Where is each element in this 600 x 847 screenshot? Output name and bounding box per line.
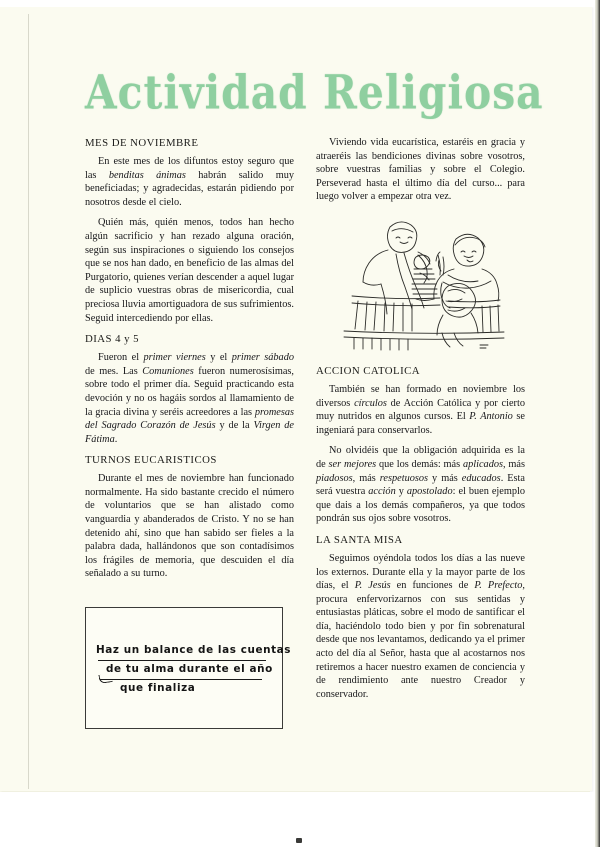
paragraph: Seguimos oyéndola todos los días a las nueve los externos. Durante ella y la mayor parte de los días, el P. Jesús en funciones de P. Prefecto, procura enfervorizarnos con sus sentidas y entusiastas pláticas, sobre el modo de santificar el día, haciéndolo todo bien y por fin sobrenatural desde que nos levantamos, dedicando ya el primer acto del día al Señor, hasta que al acostarnos nos retiremos a hacer nuestro examen de conciencia y de rendimiento ante nuestro Creador y conservador. xyxy=(316,552,525,700)
paragraph: También se han formado en noviembre los diversos círculos de Acción Católica y por cierto muy nutridos en algunos cursos. El P. Antonio se ingeniará para conservarlos. xyxy=(316,383,525,436)
communion-illustration xyxy=(330,211,513,354)
right-column xyxy=(316,136,525,729)
callout-underline-1 xyxy=(98,660,266,661)
page-content xyxy=(85,64,544,766)
callout-line-3: que finaliza xyxy=(120,682,196,695)
section-heading-mes-de-noviembre: MES DE NOVIEMBRE xyxy=(85,137,199,149)
callout-line-1: Haz un balance de las cuentas xyxy=(96,644,292,657)
paragraph: En este mes de los difuntos estoy seguro que las benditas ánimas habrán salido muy beneficiadas; y agradecidas, estarán pidiendo por nosotros desde el cielo. xyxy=(85,156,294,208)
callout-box xyxy=(85,607,292,729)
section-heading-turnos-eucaristicos: TURNOS EUCARISTICOS xyxy=(85,454,217,467)
paragraph: No olvidéis que la obligación adquirida es la de ser mejores que los demás: más aplicados, más piadosos, más respetuosos y más educados. Esta será vuestra acción y apostolado: el buen ejemplo que dais a los demás compañeros, ya que todos pondrán sus ojos sobre vosotros. xyxy=(316,445,526,525)
masthead xyxy=(85,64,544,121)
two-column-layout xyxy=(85,136,525,729)
page-title: Actividad Religiosa xyxy=(85,64,544,121)
left-column xyxy=(85,136,294,729)
callout-text-block xyxy=(86,641,292,698)
scan-right-edge-shadow xyxy=(595,0,600,847)
communion-line-drawing-icon xyxy=(330,211,513,354)
scan-top-margin xyxy=(0,0,595,7)
section-heading-la-santa-misa: LA SANTA MISA xyxy=(316,533,403,546)
paragraph: Fueron el primer viernes y el primer sábado de mes. Las Comuniones fueron numerosísimas, sobre todo el primer día. Seguid practicando esta devoción y no os hagáis sordos al llamamiento de la gracia divina y seréis acreedores a las promesas del Sagrado Corazón de Jesús y de la Virgen de Fátima. xyxy=(85,352,294,445)
callout-underline-2 xyxy=(100,679,262,680)
section-heading-dias-4-y-5: DIAS 4 y 5 xyxy=(85,333,139,346)
callout-line-2: de tu alma durante el año xyxy=(106,663,273,676)
scan-artifact-speck xyxy=(296,838,302,843)
section-heading-accion-catolica: ACCION CATOLICA xyxy=(316,364,421,377)
paragraph: Viviendo vida eucarística, estaréis en gracia y atraeréis las bendiciones divinas sobre vosotros, sobre vuestras familias y sobre el Colegio. Perseverad hasta el último día del curso... para luego volver a empezar otra vez. xyxy=(316,137,525,203)
paragraph: Quién más, quién menos, todos han hecho algún sacrificio y han rezado alguna oración, según sus inspiraciones o siguiendo los consejos que se nos han dado, en beneficio de las almas del Purgatorio, quienes verían descender a aquel lugar de suplicio vuestras obras de misericordia, cual preciosa lluvia amortiguadora de sus sufrimientos. Seguid intercediendo por ellas. xyxy=(85,217,294,324)
page-margin-rule xyxy=(28,14,29,789)
paragraph: Durante el mes de noviembre han funcionado normalmente. Ha sido bastante crecido el número de voluntarios que se han alistado como vanguardia y abanderados de Cristo. Y no se han detenido ahí, sino que han sabido ser fieles a la palabra dada, hallándonos que son contadísimos los frágiles de memoria, que descuiden el día señalado a su turno. xyxy=(85,473,294,580)
